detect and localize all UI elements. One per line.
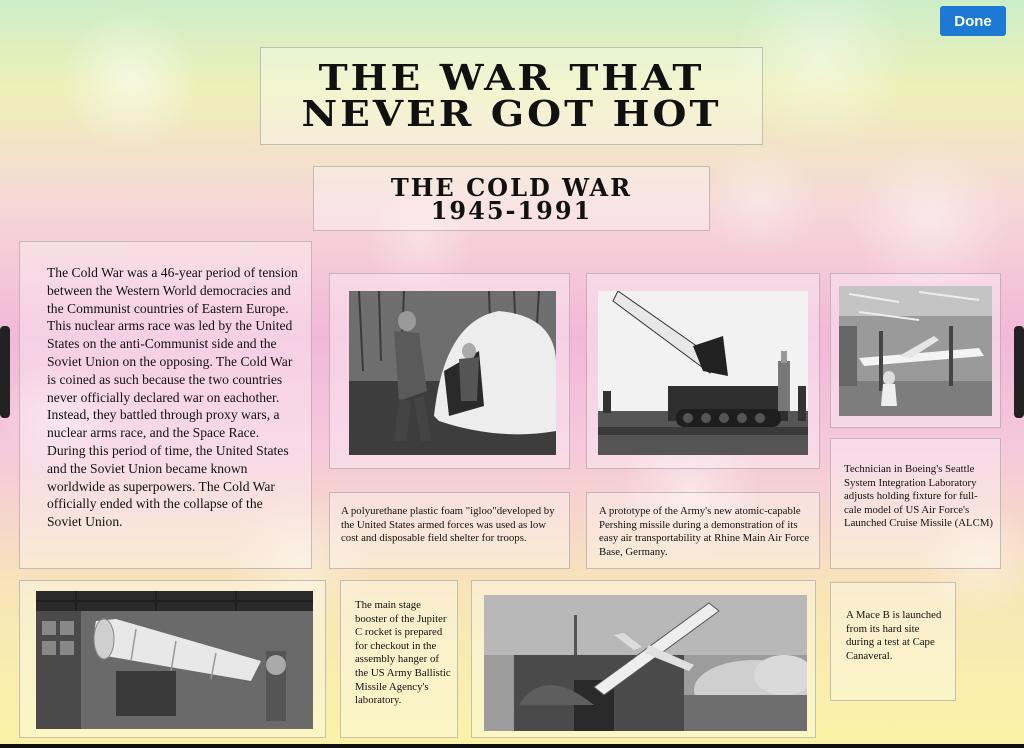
photo-frame-jupiter[interactable] [19, 580, 326, 738]
subtitle-box[interactable] [313, 166, 710, 231]
pershing-missile-photo [598, 291, 808, 455]
igloo-shelter-photo [349, 291, 556, 455]
mace-b-launch-photo [484, 595, 807, 731]
caption-pershing: A prototype of the Army's new atomic-capable Pershing missile during a demonstration of its easy air transportability at Rhine Main Air Force Base, Germany. [599, 505, 810, 558]
caption-box-igloo[interactable] [329, 492, 570, 569]
title-line-1: THE WAR THAT [318, 56, 705, 100]
caption-mace: A Mace B is launched from its hard site during a test at Cape Canaveral. [846, 609, 942, 662]
title-box[interactable] [260, 47, 763, 145]
photo-frame-mace[interactable] [471, 580, 816, 738]
caption-jupiter: The main stage booster of the Jupiter C rocket is prepared for checkout in the assembly hanger of the US Army Ballistic Missile Agency's laboratory. [355, 599, 451, 707]
caption-igloo: A polyurethane plastic foam "igloo"developed by the United States armed forces was used as low cost and disposable field shelter for troops. [341, 505, 555, 545]
caption-box-jupiter[interactable] [340, 580, 458, 738]
intro-paragraph: The Cold War was a 46-year period of tension between the Western World democracies and the Communist countries of Eastern Europe. This nuclear arms race was led by the United States on the anti-Communist side and the Soviet Union on the opposing. The Cold War is coined as such because the two countries never officially declared war on eachother. Instead, they battled through proxy wars, a nuclear arms race, and the Space Race. During this period of time, the United States and the Soviet Union became known worldwide as superpowers. The Cold War officially ended with the collapse of the Soviet Union. [47, 265, 298, 530]
subtitle-line-2: 1945-1991 [430, 195, 593, 225]
caption-box-alcm[interactable] [830, 438, 1001, 569]
photo-frame-pershing[interactable] [586, 273, 820, 469]
photo-frame-igloo[interactable] [329, 273, 570, 469]
caption-box-mace[interactable] [830, 582, 956, 701]
subtitle-line-1: THE COLD WAR [390, 172, 633, 202]
jupiter-booster-photo [36, 591, 313, 729]
caption-alcm: Technician in Boeing's Seattle System Integration Laboratory adjusts holding fixture for full-cale model of US Air Force's Launched Cruise Missile (ALCM) [844, 463, 994, 530]
done-button[interactable]: Done [940, 6, 1006, 36]
title-line-2: NEVER GOT HOT [301, 92, 722, 136]
caption-box-pershing[interactable] [586, 492, 820, 569]
left-edge-handle[interactable] [0, 326, 10, 418]
intro-text-box[interactable] [19, 241, 312, 569]
photo-frame-alcm[interactable] [830, 273, 1001, 428]
cruise-missile-lab-photo [839, 286, 992, 416]
right-edge-handle[interactable] [1014, 326, 1024, 418]
bottom-edge-bar [0, 744, 1024, 748]
